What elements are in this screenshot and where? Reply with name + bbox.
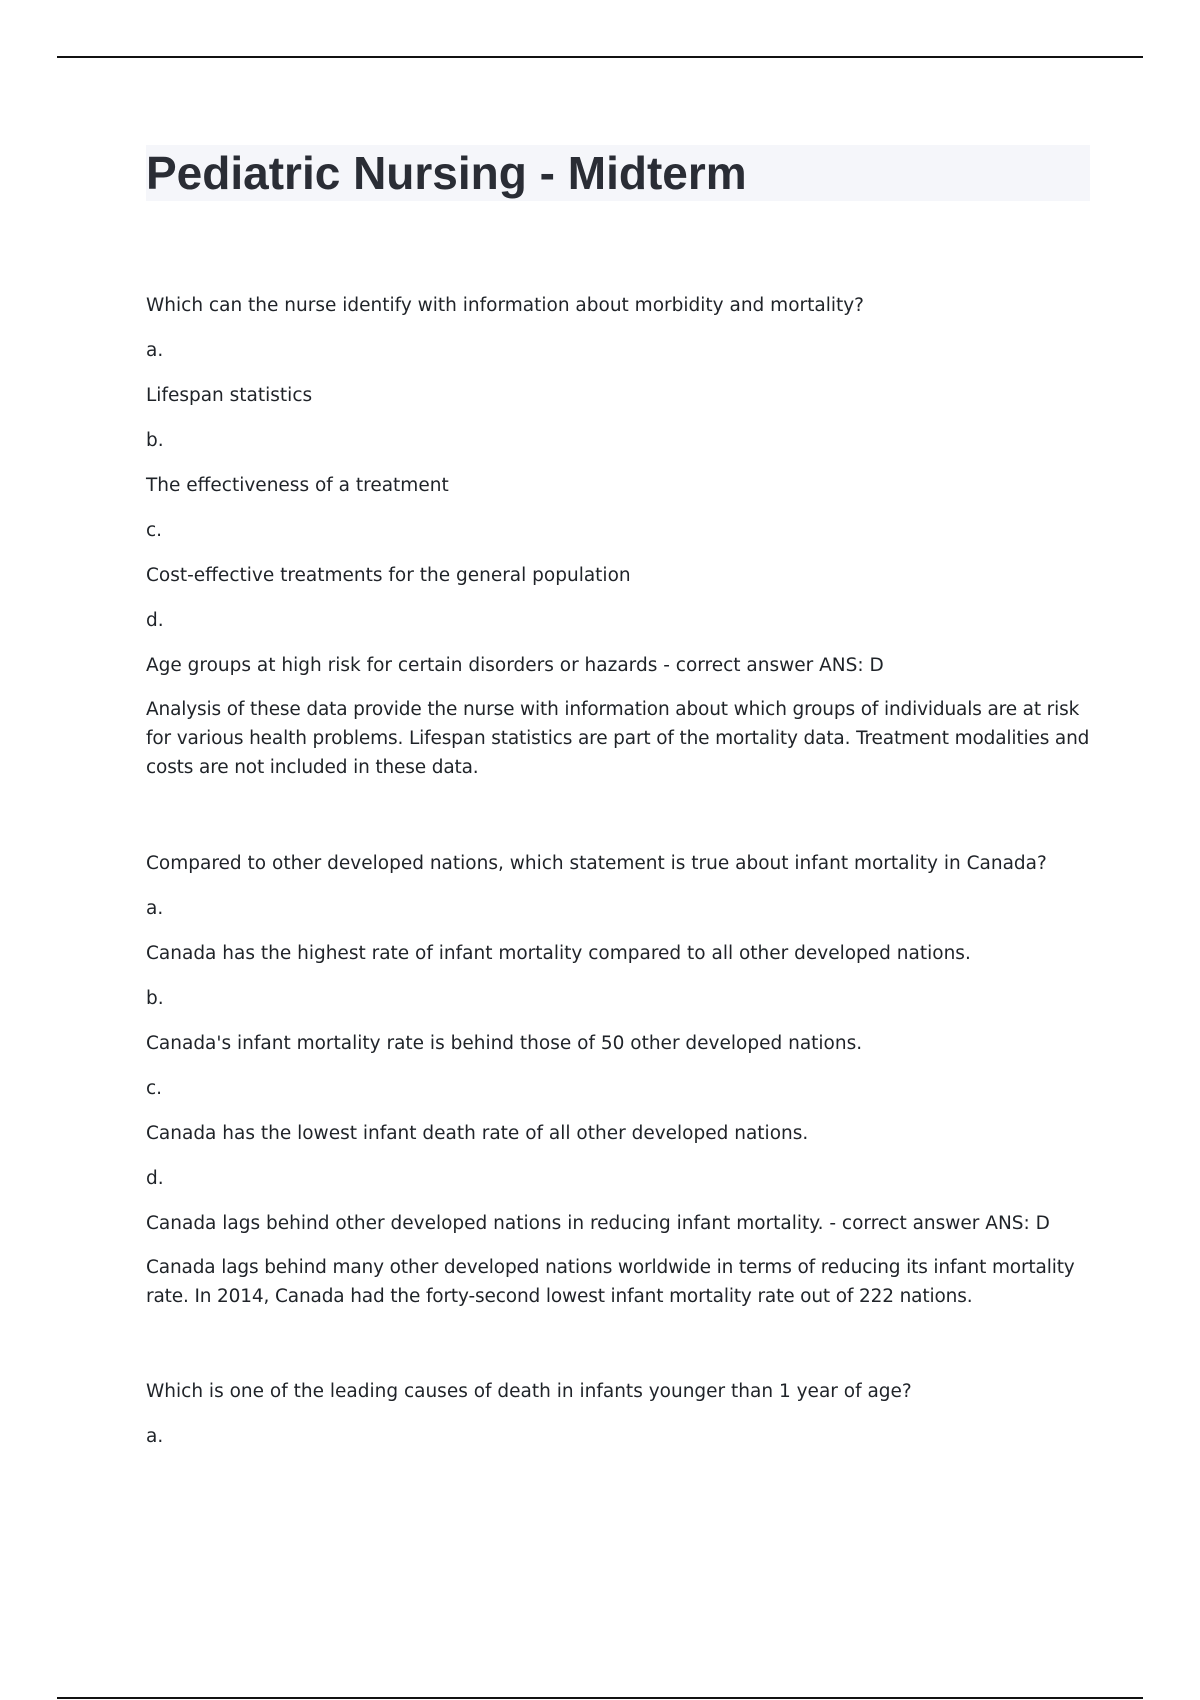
question-text: Compared to other developed nations, which statement is true about infant mortality in Canada?	[146, 853, 1047, 874]
document-title: Pediatric Nursing - Midterm	[146, 147, 747, 199]
option-letter: a.	[146, 898, 164, 919]
option-letter: a.	[146, 1426, 164, 1447]
option-text: Cost-effective treatments for the general population	[146, 565, 631, 586]
bottom-divider	[57, 1697, 1143, 1699]
option-text: Canada has the lowest infant death rate of all other developed nations.	[146, 1123, 809, 1144]
option-letter: b.	[146, 988, 164, 1009]
question-text: Which can the nurse identify with information about morbidity and mortality?	[146, 295, 865, 316]
rationale-text: Canada lags behind many other developed nations worldwide in terms of reducing its infant mortality rate. In 2014, Canada had the forty-second lowest infant mortality rate out of 222 nations.	[146, 1257, 1075, 1307]
question-block-2	[146, 849, 1090, 1311]
question-block-3	[146, 1377, 1090, 1451]
option-text: Canada's infant mortality rate is behind those of 50 other developed nations.	[146, 1033, 863, 1054]
option-letter: d.	[146, 1168, 164, 1189]
option-letter: a.	[146, 340, 164, 361]
option-text: The effectiveness of a treatment	[146, 475, 449, 496]
option-text: Canada has the highest rate of infant mortality compared to all other developed nations.	[146, 943, 971, 964]
top-divider	[57, 56, 1143, 58]
option-letter: b.	[146, 430, 164, 451]
question-block-1	[146, 291, 1090, 782]
rationale-text: Analysis of these data provide the nurse with information about which groups of individuals are at risk for various health problems. Lifespan statistics are part of the mortality data. Treatment modalities and costs are not included in these data.	[146, 699, 1090, 778]
option-text: Lifespan statistics	[146, 385, 313, 406]
option-letter: c.	[146, 520, 163, 541]
option-letter: d.	[146, 610, 164, 631]
option-letter: c.	[146, 1078, 163, 1099]
question-text: Which is one of the leading causes of death in infants younger than 1 year of age?	[146, 1381, 912, 1402]
option-text-correct: Age groups at high risk for certain disorders or hazards - correct answer ANS: D	[146, 655, 884, 676]
option-text-correct: Canada lags behind other developed nations in reducing infant mortality. - correct answer ANS: D	[146, 1213, 1050, 1234]
